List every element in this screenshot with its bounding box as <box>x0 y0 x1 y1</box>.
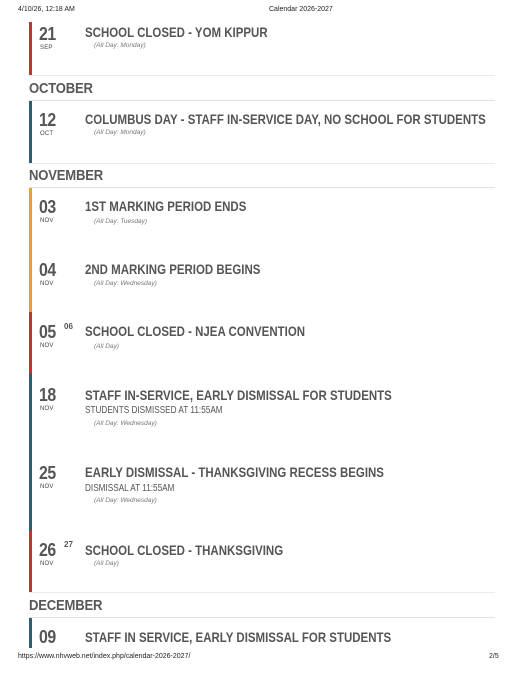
event-day: 18 <box>39 385 56 405</box>
event-item[interactable] <box>29 530 495 592</box>
event-day: 09 <box>39 627 56 647</box>
event-item[interactable] <box>29 188 495 250</box>
event-month: NOV <box>40 343 54 349</box>
event-title[interactable]: 1ST MARKING PERIOD ENDS <box>85 198 247 214</box>
event-day: 25 <box>39 463 56 483</box>
event-all-day: (All Day: Tuesday) <box>94 218 147 225</box>
event-end-day: 27 <box>64 540 73 549</box>
divider <box>29 592 495 593</box>
event-all-day: (All Day: Monday) <box>94 129 146 136</box>
event-all-day: (All Day: Wednesday) <box>94 420 157 427</box>
event-color-bar <box>29 312 32 374</box>
event-color-bar <box>29 22 32 75</box>
print-datetime: 4/10/26, 12:18 AM <box>18 6 75 13</box>
event-all-day: (All Day: Wednesday) <box>94 497 157 504</box>
event-title[interactable]: COLUMBUS DAY - STAFF IN-SERVICE DAY, NO SCHOOL FOR STUDENTS <box>85 111 486 127</box>
print-page-number: 2/5 <box>489 653 499 660</box>
event-item[interactable] <box>29 22 495 75</box>
event-title[interactable]: SCHOOL CLOSED - NJEA CONVENTION <box>85 323 306 339</box>
month-heading-november: NOVEMBER <box>29 168 103 184</box>
event-day: 21 <box>39 24 56 44</box>
event-description: STUDENTS DISMISSED AT 11:55AM <box>85 405 223 416</box>
event-day: 26 <box>39 540 56 560</box>
event-color-bar <box>29 456 32 530</box>
event-title[interactable]: 2ND MARKING PERIOD BEGINS <box>85 261 261 277</box>
event-day: 03 <box>39 197 56 217</box>
month-heading-december: DECEMBER <box>29 598 103 614</box>
event-color-bar <box>29 618 32 648</box>
event-item[interactable] <box>29 618 495 648</box>
divider <box>29 163 495 164</box>
print-title: Calendar 2026-2027 <box>269 6 333 13</box>
month-heading-october: OCTOBER <box>29 81 93 97</box>
event-item[interactable] <box>29 250 495 312</box>
event-color-bar <box>29 101 32 163</box>
event-month: NOV <box>40 406 54 412</box>
event-color-bar <box>29 250 32 312</box>
event-day: 04 <box>39 260 56 280</box>
event-color-bar <box>29 530 32 592</box>
event-title[interactable]: SCHOOL CLOSED - YOM KIPPUR <box>85 24 268 40</box>
event-item[interactable] <box>29 374 495 456</box>
event-day: 12 <box>39 110 56 130</box>
event-all-day: (All Day) <box>94 560 119 567</box>
event-title[interactable]: SCHOOL CLOSED - THANKSGIVING <box>85 542 284 558</box>
event-month: OCT <box>40 131 54 137</box>
divider <box>29 75 495 76</box>
event-color-bar <box>29 374 32 456</box>
event-title[interactable]: STAFF IN SERVICE, EARLY DISMISSAL FOR STUDENTS <box>85 629 392 645</box>
event-month: NOV <box>40 218 54 224</box>
event-month: NOV <box>40 561 54 567</box>
event-item[interactable] <box>29 312 495 374</box>
event-month: NOV <box>40 281 54 287</box>
event-description: DISMISSAL AT 11:55AM <box>85 483 175 494</box>
event-item[interactable] <box>29 456 495 530</box>
print-url: https://www.nhvweb.net/index.php/calendar-2026-2027/ <box>18 653 191 660</box>
event-color-bar <box>29 188 32 250</box>
event-month: SEP <box>40 45 53 51</box>
event-day: 05 <box>39 322 56 342</box>
event-item[interactable] <box>29 101 495 163</box>
event-month: NOV <box>40 484 54 490</box>
event-title[interactable]: STAFF IN-SERVICE, EARLY DISMISSAL FOR STUDENTS <box>85 387 392 403</box>
event-all-day: (All Day) <box>94 343 119 350</box>
event-all-day: (All Day: Wednesday) <box>94 280 157 287</box>
event-end-day: 06 <box>64 322 73 331</box>
event-title[interactable]: EARLY DISMISSAL - THANKSGIVING RECESS BEGINS <box>85 464 384 480</box>
event-all-day: (All Day: Monday) <box>94 42 146 49</box>
